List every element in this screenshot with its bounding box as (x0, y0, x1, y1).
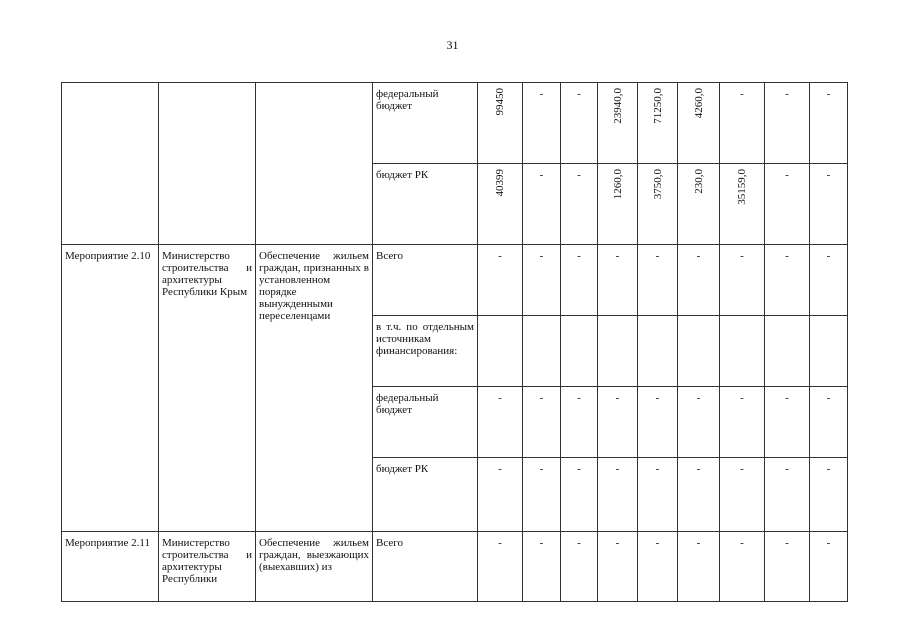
value-cell: - (638, 245, 678, 316)
cell-empty (256, 83, 373, 245)
funding-source-cell: в т.ч. по отдельным источникам финансирования: (373, 316, 478, 387)
value-cell: - (765, 532, 810, 602)
value-cell: - (765, 164, 810, 245)
value-cell: 23940,0 (598, 83, 638, 164)
value-cell: - (765, 387, 810, 458)
value-cell: - (765, 245, 810, 316)
value-cell: - (678, 532, 720, 602)
value-cell: - (720, 532, 765, 602)
funding-source-cell: федеральный бюджет (373, 83, 478, 164)
value-cell: - (598, 245, 638, 316)
value-cell (638, 316, 678, 387)
funding-source-cell: бюджет РК (373, 458, 478, 532)
value-cell: 230,0 (678, 164, 720, 245)
value-cell: - (598, 387, 638, 458)
value-cell: 4260,0 (678, 83, 720, 164)
value-cell: - (523, 245, 561, 316)
measure-name-cell: Мероприятие 2.11 (62, 532, 159, 602)
value-cell: - (523, 164, 561, 245)
value-cell: - (810, 83, 848, 164)
budget-table (61, 82, 848, 602)
value-cell: 99450 (478, 83, 523, 164)
value-cell: - (598, 532, 638, 602)
value-cell (523, 316, 561, 387)
value-cell: 40399 (478, 164, 523, 245)
value-cell: - (598, 458, 638, 532)
value-cell: - (561, 83, 598, 164)
cell-empty (159, 83, 256, 245)
funding-source-cell: Всего (373, 532, 478, 602)
executor-cell: Министерство строительства и архитектуры Республики Крым (159, 245, 256, 532)
value-cell: - (638, 458, 678, 532)
value-cell: - (810, 458, 848, 532)
value-cell: - (523, 83, 561, 164)
table-row (62, 532, 848, 602)
value-cell: - (523, 458, 561, 532)
value-cell: - (561, 164, 598, 245)
table-row (62, 83, 848, 164)
value-cell: - (810, 387, 848, 458)
value-cell: 35159,0 (720, 164, 765, 245)
value-cell: - (561, 387, 598, 458)
value-cell: - (478, 458, 523, 532)
value-cell: - (561, 458, 598, 532)
value-cell (678, 316, 720, 387)
value-cell (478, 316, 523, 387)
value-cell: 71250,0 (638, 83, 678, 164)
value-cell: - (561, 245, 598, 316)
funding-source-cell: бюджет РК (373, 164, 478, 245)
value-cell (720, 316, 765, 387)
value-cell: - (638, 387, 678, 458)
funding-source-cell: федеральный бюджет (373, 387, 478, 458)
value-cell: - (678, 245, 720, 316)
value-cell: - (810, 532, 848, 602)
cell-empty (62, 83, 159, 245)
value-cell: - (678, 458, 720, 532)
value-cell: - (720, 83, 765, 164)
value-cell: - (561, 532, 598, 602)
value-cell (561, 316, 598, 387)
executor-cell: Министерство строительства и архитектуры Республики (159, 532, 256, 602)
value-cell: - (720, 387, 765, 458)
value-cell: - (523, 387, 561, 458)
value-cell: - (810, 164, 848, 245)
value-cell: - (478, 387, 523, 458)
value-cell: - (765, 83, 810, 164)
value-cell: - (523, 532, 561, 602)
value-cell: - (720, 245, 765, 316)
value-cell: - (478, 532, 523, 602)
value-cell (598, 316, 638, 387)
value-cell: - (765, 458, 810, 532)
measure-name-cell: Мероприятие 2.10 (62, 245, 159, 532)
description-cell: Обеспечение жильем граждан, выезжающих (выехавших) из (256, 532, 373, 602)
value-cell: - (810, 245, 848, 316)
page-number: 31 (446, 38, 459, 52)
value-cell (810, 316, 848, 387)
description-cell: Обеспечение жильем граждан, признанных в установленном порядке вынужденными переселенцами (256, 245, 373, 532)
value-cell: 1260,0 (598, 164, 638, 245)
value-cell: - (478, 245, 523, 316)
value-cell: - (678, 387, 720, 458)
value-cell (765, 316, 810, 387)
value-cell: - (638, 532, 678, 602)
funding-source-cell: Всего (373, 245, 478, 316)
value-cell: - (720, 458, 765, 532)
table-row (62, 245, 848, 316)
value-cell: 3750,0 (638, 164, 678, 245)
